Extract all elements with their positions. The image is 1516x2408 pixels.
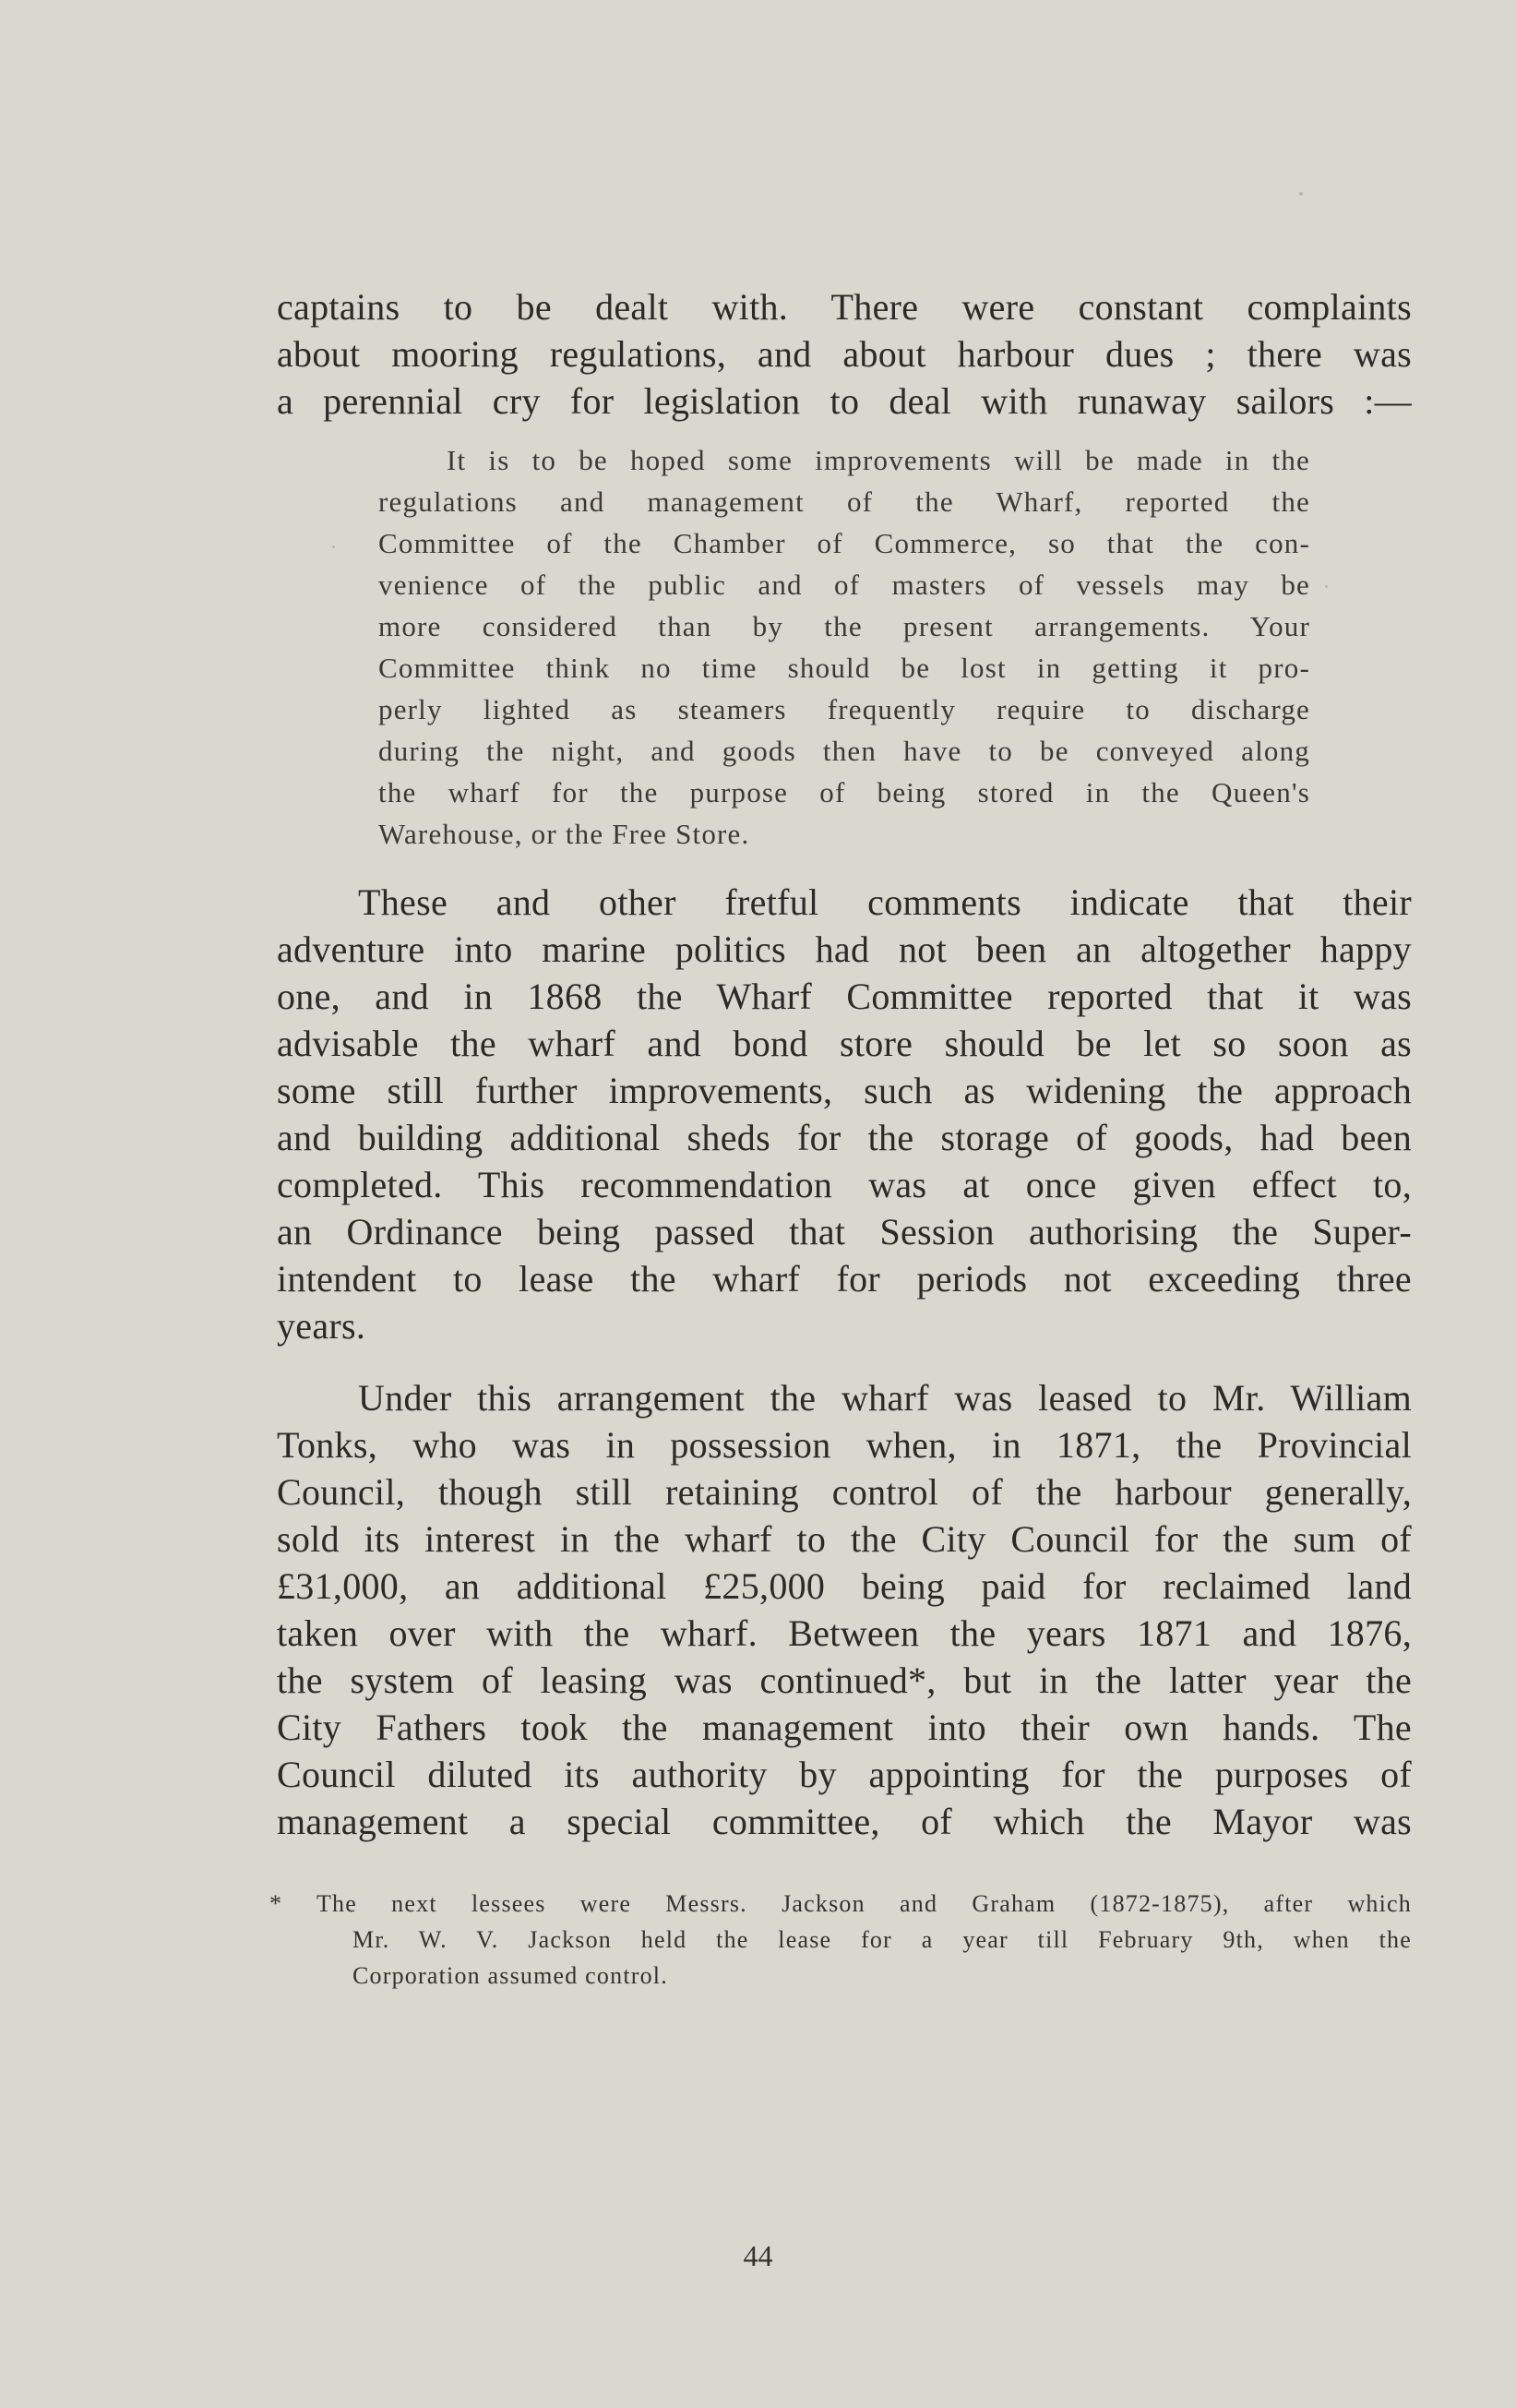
text-line: years. bbox=[277, 1305, 366, 1347]
paper-speck bbox=[332, 545, 335, 548]
text-line: a perennial cry for legislation to deal with runaway sailors :— bbox=[277, 380, 1412, 422]
quote-line: perly lighted as steamers frequently require to discharge bbox=[378, 693, 1310, 725]
text-line: adventure into marine politics had not been an altogether happy bbox=[277, 928, 1412, 970]
quote-line: more considered than by the present arrangements. Your bbox=[378, 610, 1310, 642]
footnote-line: Mr. W. V. Jackson held the lease for a year till February 9th, when the bbox=[352, 1926, 1412, 1953]
text-line: £31,000, an additional £25,000 being paid for reclaimed land bbox=[277, 1565, 1412, 1607]
text-line: Council diluted its authority by appointing for the purposes of bbox=[277, 1754, 1412, 1795]
text-line: sold its interest in the wharf to the City Council for the sum of bbox=[277, 1518, 1412, 1560]
paper-speck bbox=[1299, 192, 1303, 196]
text-line: intendent to lease the wharf for periods not exceeding three bbox=[277, 1258, 1412, 1300]
text-line: completed. This recommendation was at once given effect to, bbox=[277, 1164, 1412, 1205]
paper-speck bbox=[1325, 585, 1328, 588]
text-line: Council, though still retaining control of the harbour generally, bbox=[277, 1471, 1412, 1513]
quote-line: venience of the public and of masters of vessels may be bbox=[378, 569, 1310, 601]
text-line: an Ordinance being passed that Session authorising the Super- bbox=[277, 1211, 1412, 1252]
text-line: taken over with the wharf. Between the years 1871 and 1876, bbox=[277, 1612, 1412, 1654]
text-line: These and other fretful comments indicate that their bbox=[358, 881, 1412, 923]
quote-line: the wharf for the purpose of being stored in the Queen's bbox=[378, 776, 1310, 809]
footnote-line: * The next lessees were Messrs. Jackson and Graham (1872-1875), after which bbox=[269, 1890, 1412, 1917]
text-line: captains to be dealt with. There were constant complaints bbox=[277, 286, 1412, 328]
quote-line: regulations and management of the Wharf, reported the bbox=[378, 485, 1310, 518]
text-line: City Fathers took the management into their own hands. The bbox=[277, 1707, 1412, 1748]
page-number: 44 bbox=[743, 2239, 773, 2272]
quote-line: Warehouse, or the Free Store. bbox=[378, 818, 750, 850]
text-line: and building additional sheds for the storage of goods, had been bbox=[277, 1117, 1412, 1158]
text-line: advisable the wharf and bond store should be let so soon as bbox=[277, 1023, 1412, 1064]
text-line: management a special committee, of which the Mayor was bbox=[277, 1801, 1412, 1842]
text-line: about mooring regulations, and about harbour dues ; there was bbox=[277, 333, 1412, 375]
text-line: Under this arrangement the wharf was leased to Mr. William bbox=[358, 1377, 1412, 1419]
quote-line: It is to be hoped some improvements will be made in the bbox=[447, 444, 1310, 476]
quote-line: Committee of the Chamber of Commerce, so that the con- bbox=[378, 527, 1310, 559]
quote-line: Committee think no time should be lost in getting it pro- bbox=[378, 652, 1310, 684]
text-line: some still further improvements, such as widening the approach bbox=[277, 1070, 1412, 1111]
text-line: Tonks, who was in possession when, in 1871, the Provincial bbox=[277, 1424, 1412, 1466]
text-line: the system of leasing was continued*, but in the latter year the bbox=[277, 1659, 1412, 1701]
footnote-line: Corporation assumed control. bbox=[352, 1962, 668, 1989]
text-line: one, and in 1868 the Wharf Committee reported that it was bbox=[277, 976, 1412, 1017]
quote-line: during the night, and goods then have to be conveyed along bbox=[378, 735, 1310, 767]
